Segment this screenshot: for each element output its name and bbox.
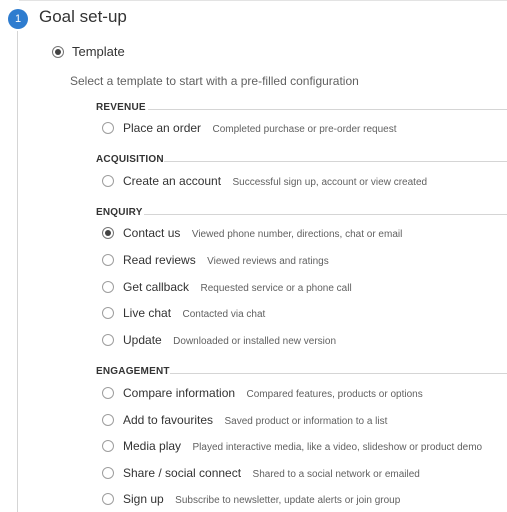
option-description: Played interactive media, like a video, slideshow or product demo	[192, 442, 483, 453]
template-label[interactable]: Template	[72, 44, 125, 59]
category-acquisition	[96, 153, 507, 167]
option-radio[interactable]	[102, 254, 114, 266]
option-radio[interactable]	[102, 414, 114, 426]
category-enquiry	[96, 206, 507, 220]
category-label: ACQUISITION	[96, 154, 164, 165]
option-name[interactable]: Read reviews	[123, 253, 196, 267]
option-radio[interactable]	[102, 307, 114, 319]
template-instructions: Select a template to start with a pre-filled configuration	[70, 74, 359, 88]
option-description: Compared features, products or options	[246, 389, 423, 400]
option-description: Downloaded or installed new version	[173, 336, 337, 347]
category-divider	[164, 161, 507, 162]
category-label: ENQUIRY	[96, 207, 143, 218]
option-live-chat[interactable]	[102, 304, 507, 322]
option-radio[interactable]	[102, 175, 114, 187]
option-add-to-favourites[interactable]	[102, 411, 507, 429]
category-divider	[144, 214, 507, 215]
option-contact-us[interactable]	[102, 224, 507, 242]
option-name[interactable]: Sign up	[123, 492, 164, 506]
option-name[interactable]: Create an account	[123, 174, 222, 188]
category-label: ENGAGEMENT	[96, 366, 170, 377]
template-radio[interactable]	[52, 46, 64, 58]
option-name[interactable]: Get callback	[123, 280, 190, 294]
option-description: Shared to a social network or emailed	[252, 469, 420, 480]
option-radio[interactable]	[102, 122, 114, 134]
option-media-play[interactable]	[102, 437, 507, 455]
option-read-reviews[interactable]	[102, 251, 507, 269]
option-description: Viewed reviews and ratings	[207, 256, 329, 267]
option-radio[interactable]	[102, 281, 114, 293]
option-radio[interactable]	[102, 334, 114, 346]
option-radio[interactable]	[102, 493, 114, 505]
option-radio[interactable]	[102, 227, 114, 239]
option-update[interactable]	[102, 331, 507, 349]
option-description: Completed purchase or pre-order request	[212, 124, 397, 135]
option-radio[interactable]	[102, 467, 114, 479]
step-number-badge: 1	[8, 9, 28, 29]
step-title: Goal set-up	[39, 7, 127, 26]
option-description: Saved product or information to a list	[224, 416, 388, 427]
option-radio[interactable]	[102, 440, 114, 452]
option-description: Contacted via chat	[182, 309, 266, 320]
option-sign-up[interactable]	[102, 490, 507, 508]
option-description: Subscribe to newsletter, update alerts or join group	[175, 495, 401, 506]
option-radio[interactable]	[102, 387, 114, 399]
category-divider	[148, 109, 507, 110]
option-name[interactable]: Media play	[123, 439, 182, 453]
option-create-an-account[interactable]	[102, 172, 507, 190]
category-divider	[170, 373, 507, 374]
option-name[interactable]: Update	[123, 333, 162, 347]
category-label: REVENUE	[96, 102, 146, 113]
category-revenue	[96, 101, 507, 115]
option-name[interactable]: Live chat	[123, 306, 172, 320]
option-share-social-connect[interactable]	[102, 464, 507, 482]
step-connector-line	[17, 31, 18, 512]
option-place-an-order[interactable]	[102, 119, 507, 137]
top-divider	[19, 0, 507, 1]
option-name[interactable]: Share / social connect	[123, 466, 242, 480]
option-name[interactable]: Contact us	[123, 226, 181, 240]
option-name[interactable]: Compare information	[123, 386, 236, 400]
option-description: Successful sign up, account or view created	[232, 177, 428, 188]
option-name[interactable]: Place an order	[123, 121, 202, 135]
category-engagement	[96, 365, 507, 379]
option-description: Viewed phone number, directions, chat or email	[191, 229, 403, 240]
option-name[interactable]: Add to favourites	[123, 413, 214, 427]
option-description: Requested service or a phone call	[200, 283, 352, 294]
option-compare-information[interactable]	[102, 384, 507, 402]
option-get-callback[interactable]	[102, 278, 507, 296]
